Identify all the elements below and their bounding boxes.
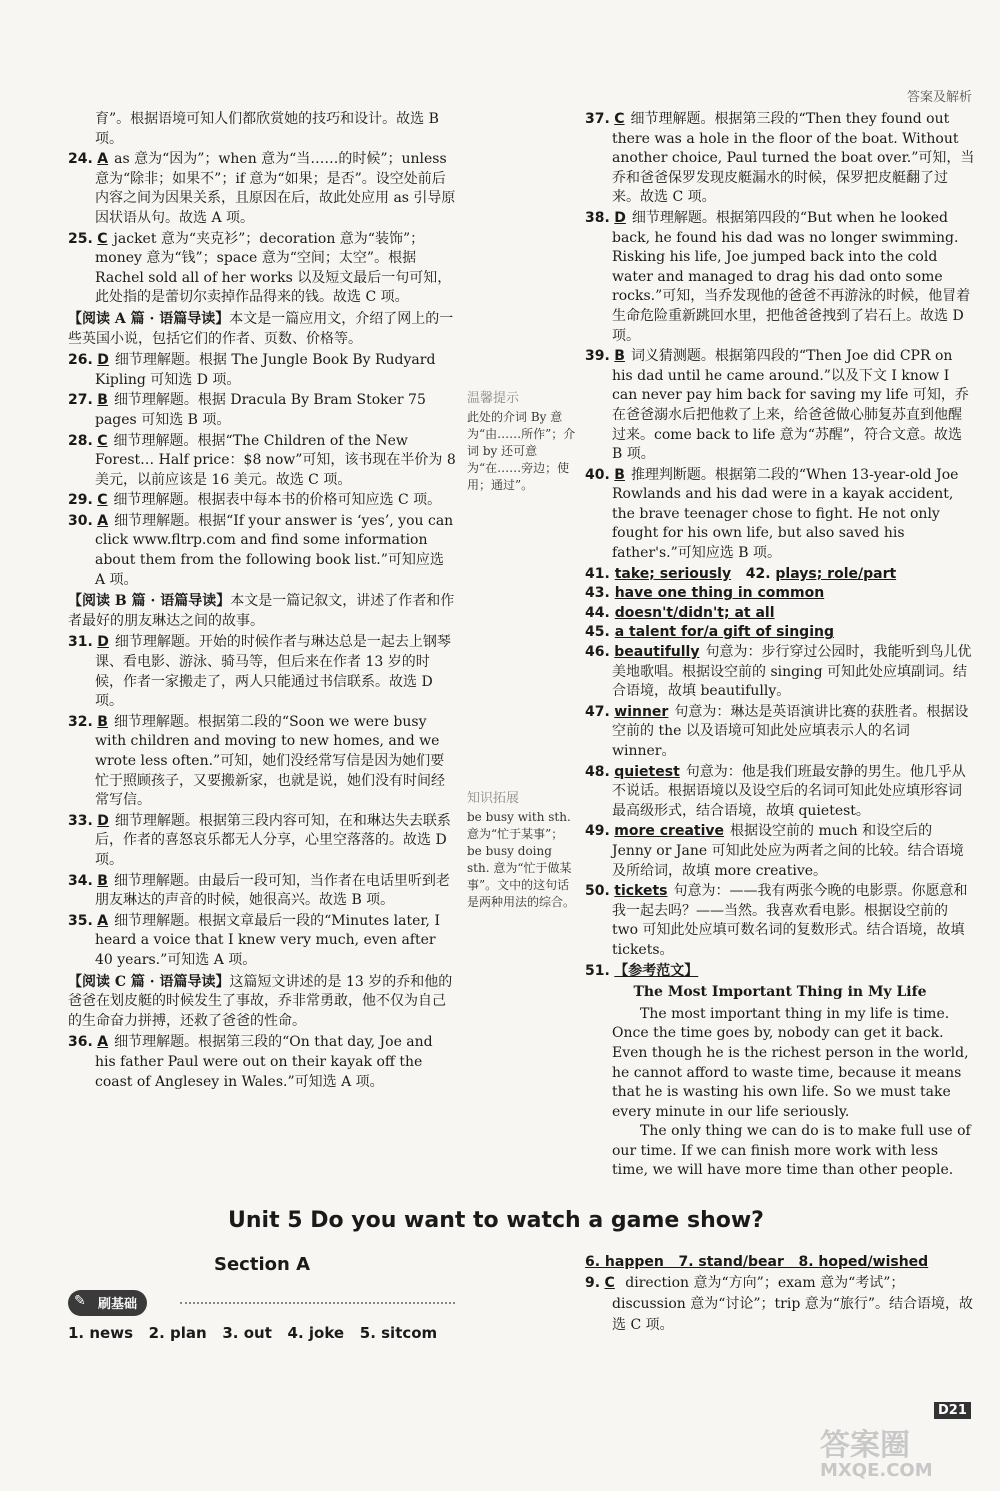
answer-choice: tickets xyxy=(614,883,668,900)
answer-choice: D xyxy=(97,352,109,369)
answer-item xyxy=(68,432,456,491)
answer-item xyxy=(585,466,975,564)
question-number: 51. xyxy=(585,962,610,979)
answer-item xyxy=(68,512,456,590)
answer-choice: beautifully xyxy=(614,644,700,661)
question-number: 49. xyxy=(585,823,610,840)
answer-item xyxy=(68,912,456,971)
tip-box-2 xyxy=(467,790,577,911)
answer-choice: C xyxy=(97,230,108,247)
essay-paragraph: The only thing we can do is to make full use of our time. If we can finish more work with less time, we will have more time than other people. xyxy=(612,1123,971,1179)
watermark-logo: 答案圈 xyxy=(820,1428,910,1463)
answer-explanation: 细节理解题。根据第二段的“Soon we were busy with children and moving to new homes, and we wrote less often.”可知，她们没经常写信是因为她们要忙于照顾孩子，又要搬新家，也就是说，她们没有时间经常写信。 xyxy=(95,713,445,809)
question-number: 48. xyxy=(585,763,610,780)
watermark-url: MXQE.COM xyxy=(820,1460,933,1481)
badge-label: 刷基础 xyxy=(98,1297,138,1312)
answer-item xyxy=(68,230,456,308)
guide-text: 这篇短文讲述的是 13 岁的乔和他的爸爸在划皮艇的时候发生了事故，乔非常勇敢，他不仅为自己的生命奋力拼搏，还救了爸爸的性命。 xyxy=(68,973,453,1029)
page-header: 答案及解析 xyxy=(906,90,972,105)
answer-item xyxy=(585,643,975,702)
reading-guide xyxy=(68,310,456,349)
answer-choice: quietest xyxy=(614,763,680,780)
pencil-icon: ✎ xyxy=(74,1293,86,1309)
answer-explanation: 细节理解题。根据第三段的“Then they found out there was a hole in the floor of the boat. Without another choice, Paul turned the boat over.”可知，当乔和爸爸保罗发现皮艇漏水的时候，保罗把皮艇翻了过来。故选 C 项。 xyxy=(612,111,975,206)
answer-choice: A xyxy=(97,1034,109,1051)
answer-choice: more creative xyxy=(614,823,725,840)
answer-choice: D xyxy=(97,634,109,651)
answer-choice: C xyxy=(614,111,625,127)
answer-item xyxy=(585,347,975,465)
guide-text: 本文是一篇记叙文，讲述了作者和作者最好的朋友琳达之间的故事。 xyxy=(68,593,455,629)
essay-title: The Most Important Thing in My Life xyxy=(633,984,927,1001)
unit-title: Unit 5 Do you want to watch a game show? xyxy=(228,1208,764,1233)
guide-tag: 【阅读 B 篇 · 语篇导读】 xyxy=(68,593,231,610)
tip-title: 知识拓展 xyxy=(467,791,520,806)
guide-tag: 【阅读 A 篇 · 语篇导读】 xyxy=(68,310,230,327)
question-number: 9. xyxy=(585,1275,601,1291)
answer-choice: winner xyxy=(614,703,669,720)
answer-explanation: 细节理解题。根据表中每本书的价格可知应选 C 项。 xyxy=(113,492,442,509)
fill-answer-line: 44. doesn't/didn't; at all xyxy=(585,604,775,621)
reading-guide xyxy=(68,592,456,631)
question-number: 34. xyxy=(68,872,93,889)
answer-item xyxy=(585,209,975,346)
answer-choice: A xyxy=(97,912,109,929)
question-number: 31. xyxy=(68,634,93,651)
tip-text: be busy with sth. 意为“忙于某事”；be busy doing sth. 意为“忙于做某事”。文中的这句话是两种用法的综合。 xyxy=(467,810,576,909)
reading-guide xyxy=(68,973,456,1032)
answer-explanation: 细节理解题。根据“The Children of the New Forest… Half price：$8 now”可知，该书现在半价为 8 美元，以前应该是 16 美元。故选 C 项。 xyxy=(95,432,456,488)
answer-choice: A xyxy=(97,512,109,529)
page-number: D21 xyxy=(934,1402,971,1419)
answers-6-9 xyxy=(585,1252,975,1337)
question-number: 38. xyxy=(585,209,610,226)
fill-answer-line: 41. take; seriously 42. plays; role/part xyxy=(585,565,897,582)
question-number: 26. xyxy=(68,352,93,369)
answer-choice: B xyxy=(97,872,108,889)
answer-choice: C xyxy=(97,492,108,509)
answer-explanation: direction 意为“方向”；exam 意为“考试”；discussion 意为“讨论”；trip 意为“旅行”。结合语境，故选 C 项。 xyxy=(612,1275,974,1333)
question-number: 33. xyxy=(68,812,93,829)
essay-paragraph: The most important thing in my life is time. Once the time goes by, nobody can get it back. Even though he is the richest person in the world, he cannot afford to waste time, because it means that he is wasting his own life. So we must take every minute in our life seriously. xyxy=(612,1005,969,1120)
answer-choice: D xyxy=(97,812,109,829)
question-number: 32. xyxy=(68,713,93,730)
question-number: 40. xyxy=(585,466,610,483)
fill-answer-line: 45. a talent for/a gift of singing xyxy=(585,624,834,641)
answer-explanation: 句意为：他是我们班最安静的男生。他几乎从不说话。根据语境以及设空后的名词可知此处应填形容词最高级形式，结合语境，故填 quietest。 xyxy=(612,763,966,819)
answer-explanation: 句意为：琳达是英语演讲比赛的获胜者。根据设空前的 the 以及语境可知此处应填表示人的名词 winner。 xyxy=(612,703,969,759)
question-number: 24. xyxy=(68,151,93,168)
practice-badge xyxy=(68,1290,147,1316)
answer-choice: B xyxy=(614,348,625,365)
tip-title: 温馨提示 xyxy=(467,391,520,406)
answer-explanation: 细节理解题。由最后一段可知，当作者在电话里听到老朋友琳达的声音的时候，她很高兴。故选 B 项。 xyxy=(95,872,450,909)
question-number: 27. xyxy=(68,392,93,409)
answer-item xyxy=(68,872,456,911)
answer-item xyxy=(68,713,456,811)
answer-explanation: 细节理解题。根据第四段的“But when he looked back, he found his dad was no longer swimming. Risking his life, Joe jumped back into the cold water and managed to drag his dad onto some rocks.”可知，当乔发现他的爸爸不再游泳的时候，他冒着生命危险重新跳回水里，把他爸爸拽到了岩石上。故选 D 项。 xyxy=(612,209,971,344)
answer-choice: C xyxy=(604,1275,615,1291)
answer-item xyxy=(68,812,456,871)
answer-explanation: 细节理解题。开始的时候作者与琳达总是一起去上钢琴课、看电影、游泳、骑马等，但后来在作者 13 岁的时候，作者一家搬走了，两人只能通过书信联系。故选 D 项。 xyxy=(95,634,451,710)
answer-item xyxy=(585,962,975,982)
question-number: 50. xyxy=(585,883,610,900)
tip-text: 此处的介词 By 意为“由……所作”；介词 by 还可意为“在……旁边；使用；通过”。 xyxy=(467,410,576,492)
answer-item xyxy=(68,150,456,228)
question-number: 25. xyxy=(68,230,93,247)
model-essay xyxy=(585,983,975,1181)
question-number: 28. xyxy=(68,432,93,449)
answer-explanation: 细节理解题。根据 Dracula By Bram Stoker 75 pages 可知选 B 项。 xyxy=(95,392,426,428)
answer-explanation: 句意为：步行穿过公园时，我能听到鸟儿优美地歌唱。根据设空前的 singing 可知此处应填副词。结合语境，故填 beautifully。 xyxy=(612,644,972,700)
answer-explanation: jacket 意为“夹克衫”；decoration 意为“装饰”；money 意为“钱”；space 意为“空间；太空”。根据 Rachel sold all of her works 以及短文最后一句可知，此处指的是蕾切尔卖掉作品得来的钱。故选 C 项。 xyxy=(95,230,452,306)
answer-item xyxy=(585,822,975,881)
answer-9 xyxy=(585,1273,975,1336)
answer-item xyxy=(68,633,456,711)
answer-item xyxy=(585,882,975,960)
fill-answer-line: 43. have one thing in common xyxy=(585,585,825,602)
answer-explanation: 根据设空前的 much 和设空后的 Jenny or Jane 可知此处应为两者之间的比较。结合语境及所给词，故填 more creative。 xyxy=(612,823,964,879)
answer-explanation: 细节理解题。根据第三段内容可知，在和琳达失去联系后，作者的喜怒哀乐都无人分享，心里空落落的。故选 D 项。 xyxy=(95,812,451,868)
answers-1-5: 1. news 2. plan 3. out 4. joke 5. sitcom xyxy=(68,1324,438,1342)
guide-text: 本文是一篇应用文，介绍了网上的一些英国小说，包括它们的作者、页数、价格等。 xyxy=(68,310,454,347)
answer-explanation: 细节理解题。根据“If your answer is ‘yes’, you can click www.fltrp.com and find some information about them from the following book list.”可知应选 A 项。 xyxy=(95,512,454,588)
answer-choice: B xyxy=(614,466,625,483)
continued-text: 育”。根据语境可知人们都欣赏她的技巧和设计。故选 B 项。 xyxy=(95,111,439,147)
answer-explanation: as 意为“因为”；when 意为“当……的时候”；unless 意为“除非；如果不”；if 意为“如果；是否”。设空处前后内容之间为因果关系，且原因在后，故此处应用 as 引导原因状语从句。故选 A 项。 xyxy=(95,151,456,226)
answer-item xyxy=(585,763,975,822)
answer-item xyxy=(68,351,456,390)
answer-item xyxy=(68,491,456,511)
question-number: 36. xyxy=(68,1034,93,1051)
tip-box-1 xyxy=(467,390,577,494)
right-column xyxy=(585,110,975,1181)
answer-choice: A xyxy=(97,151,109,168)
question-number: 30. xyxy=(68,512,93,529)
answer-explanation: 推理判断题。根据第二段的“When 13-year-old Joe Rowlands and his dad were in a kayak accident, the brave teenager chose to fight. He not only fought for his own life, but also saved his father's.”可知应选 B 项。 xyxy=(612,466,959,562)
question-number: 35. xyxy=(68,912,93,929)
answer-item xyxy=(68,391,456,430)
answer-item xyxy=(585,703,975,762)
guide-tag: 【阅读 C 篇 · 语篇导读】 xyxy=(68,973,230,990)
question-number: 47. xyxy=(585,703,610,720)
question-number: 39. xyxy=(585,348,610,365)
dotted-divider xyxy=(180,1302,455,1304)
answer-choice: B xyxy=(97,713,108,730)
answer-explanation: 句意为：——我有两张今晚的电影票。你愿意和我一起去吗？——当然。我喜欢看电影。根据设空前的 two 可知此处应填可数名词的复数形式。结合语境，故填 tickets。 xyxy=(612,883,968,958)
answer-item xyxy=(68,1033,456,1092)
question-number: 37. xyxy=(585,111,610,127)
answer-explanation: 细节理解题。根据 The Jungle Book By Rudyard Kipling 可知选 D 项。 xyxy=(95,352,436,388)
answer-explanation: 细节理解题。根据第三段的“On that day, Joe and his father Paul were out on their kayak off the coast of Anglesey in Wales.”可知选 A 项。 xyxy=(95,1034,433,1090)
answer-choice: B xyxy=(97,392,108,409)
answer-explanation: 细节理解题。根据文章最后一段的“Minutes later, I heard a voice that I knew very much, even after 40 years.”可知选 A 项。 xyxy=(95,912,440,968)
answer-choice: 【参考范文】 xyxy=(614,962,699,979)
answer-choice: D xyxy=(614,209,626,226)
answers-6-8: 6. happen 7. stand/bear 8. hoped/wished xyxy=(585,1254,929,1270)
answer-item xyxy=(585,110,975,208)
answer-choice: C xyxy=(97,432,108,449)
left-column xyxy=(68,110,456,1093)
answer-explanation: 词义猜测题。根据第四段的“Then Joe did CPR on his dad until he came around.”以及下文 I know I can never pay him back for saving my life 可知，乔在爸爸溺水后把他救了上来，给爸爸做心肺复苏直到他醒过来。come back to life 意为“苏醒”，符合文意。故选 B 项。 xyxy=(612,348,969,463)
question-number: 29. xyxy=(68,492,93,509)
question-number: 46. xyxy=(585,644,610,661)
section-title: Section A xyxy=(214,1254,310,1275)
